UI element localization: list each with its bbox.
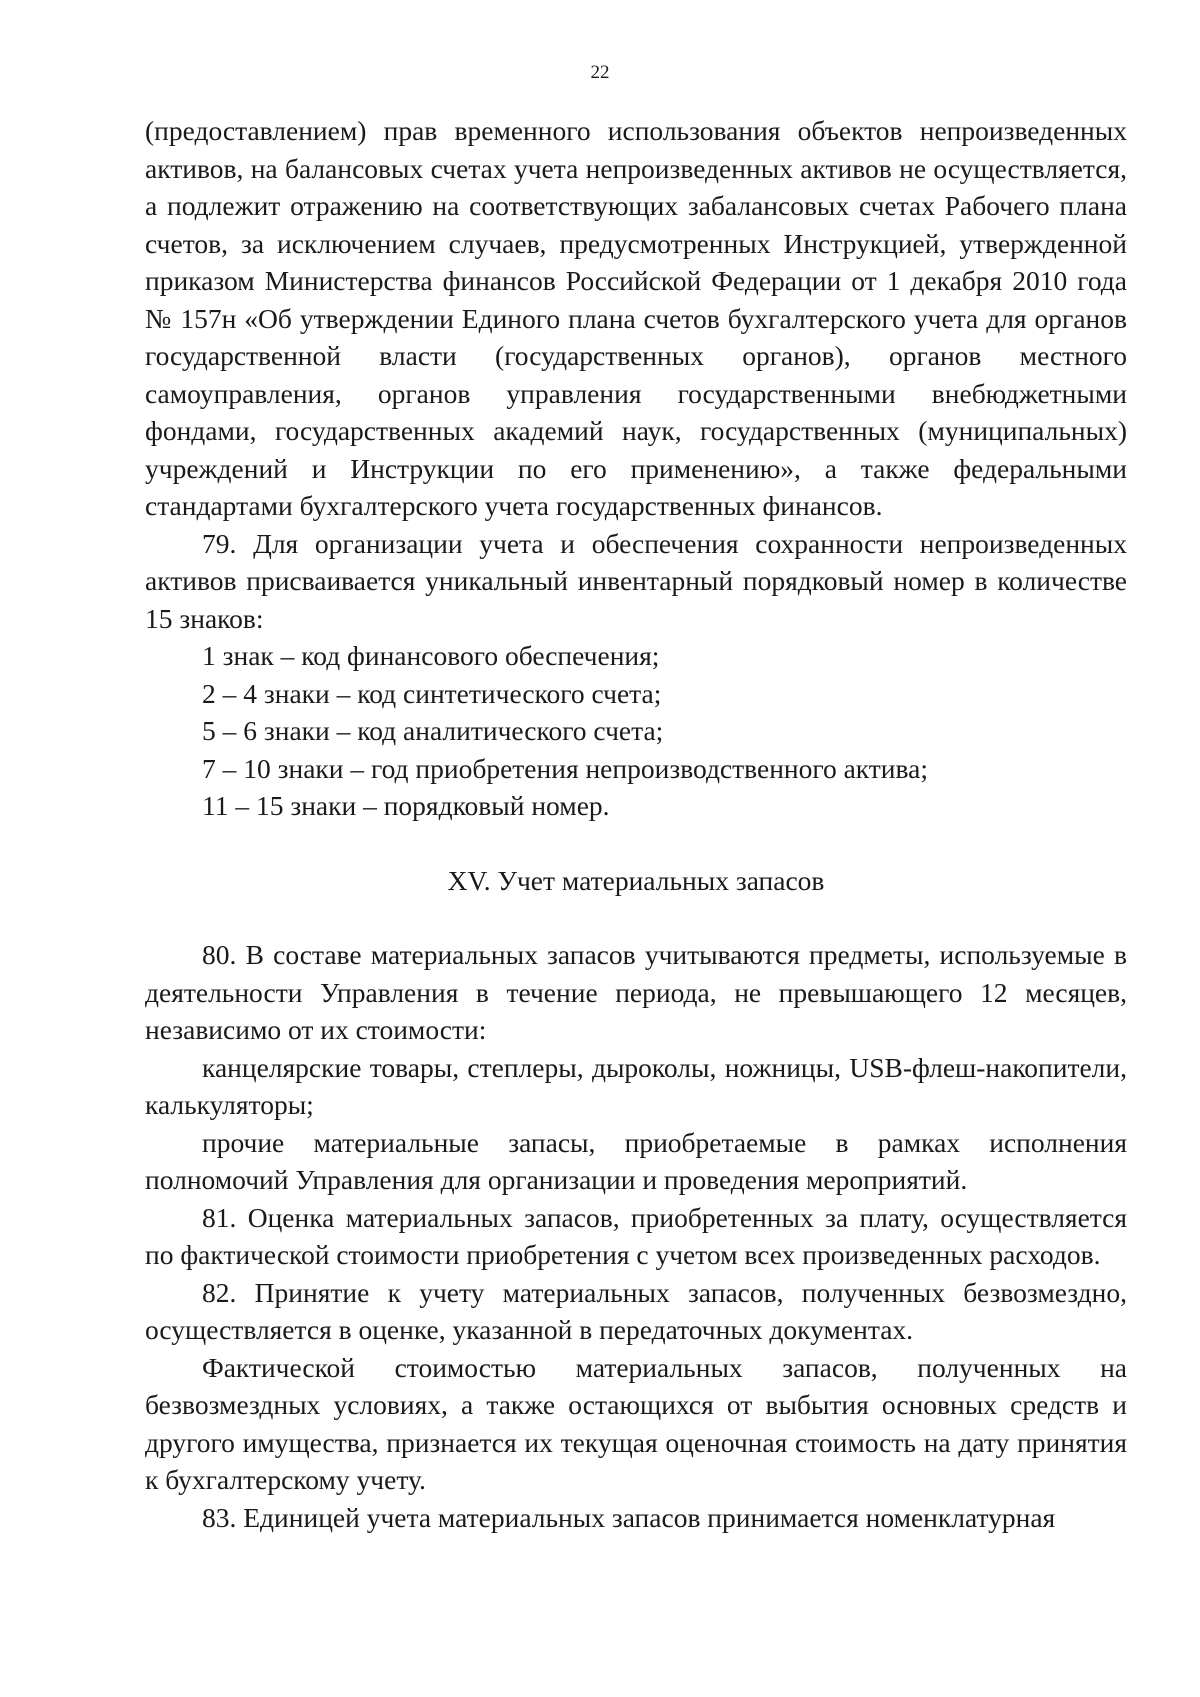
paragraph-81: 81. Оценка материальных запасов, приобретенных за плату, осуществляется по фактической стоимости приобретения с учетом всех произведенных расходов. (145, 1201, 1127, 1270)
paragraph-83: 83. Единицей учета материальных запасов принимается номенклатурная (202, 1501, 1056, 1533)
list-item: 11 – 15 знаки – порядковый номер. (202, 790, 610, 821)
paragraph-actual-cost: Фактической стоимостью материальных запасов, полученных на безвозмездных условиях, а также остающихся от выбытия основных средств и другого имущества, признается их текущая оценочная стоимость на дату принятия к бухгалтерскому учету. (145, 1351, 1127, 1495)
list-item: 2 – 4 знаки – код синтетического счета; (202, 677, 662, 709)
paragraph-82: 82. Принятие к учету материальных запасов, полученных безвозмездно, осуществляется в оценке, указанной в передаточных документах. (145, 1276, 1127, 1345)
document-body (145, 112, 1127, 1536)
page-number: 22 (590, 62, 610, 83)
list-item: 5 – 6 знаки – код аналитического счета; (202, 715, 664, 746)
paragraph-79: 79. Для организации учета и обеспечения сохранности непроизведенных активов присваивается уникальный инвентарный порядковый номер в количестве 15 знаков: (145, 527, 1127, 634)
paragraph-continuation: (предоставлением) прав временного использования объектов непроизведенных активов, на балансовых счетах учета непроизведенных активов не осуществляется, а подлежит отражению на соответствующих забалансовых счетах Рабочего плана счетов, за исключением случаев, предусмотренных Инструкцией, утвержденной приказом Министерства финансов Российской Федерации от 1 декабря 2010 года № 157н «Об утверждении Единого плана счетов бухгалтерского учета для органов государственной власти (государственных органов), органов местного самоуправления, органов управления государственными внебюджетными фондами, государственных академий наук, государственных (муниципальных) учреждений и Инструкции по его применению», а также федеральными стандартами бухгалтерского учета государственных финансов. (145, 115, 1127, 521)
list-item: 7 – 10 знаки – год приобретения непроизводственного актива; (202, 752, 928, 784)
paragraph-other-supplies: прочие материальные запасы, приобретаемые в рамках исполнения полномочий Управления для организации и проведения мероприятий. (145, 1126, 1127, 1195)
paragraph-office-supplies: канцелярские товары, степлеры, дыроколы, ножницы, USB-флеш-накопители, калькуляторы; (145, 1051, 1127, 1120)
list-item: 1 знак – код финансового обеспечения; (202, 640, 660, 671)
paragraph-80: 80. В составе материальных запасов учитываются предметы, используемые в деятельности Управления в течение периода, не превышающего 12 месяцев, независимо от их стоимости: (145, 939, 1127, 1045)
section-heading: XV. Учет материальных запасов (447, 864, 825, 896)
